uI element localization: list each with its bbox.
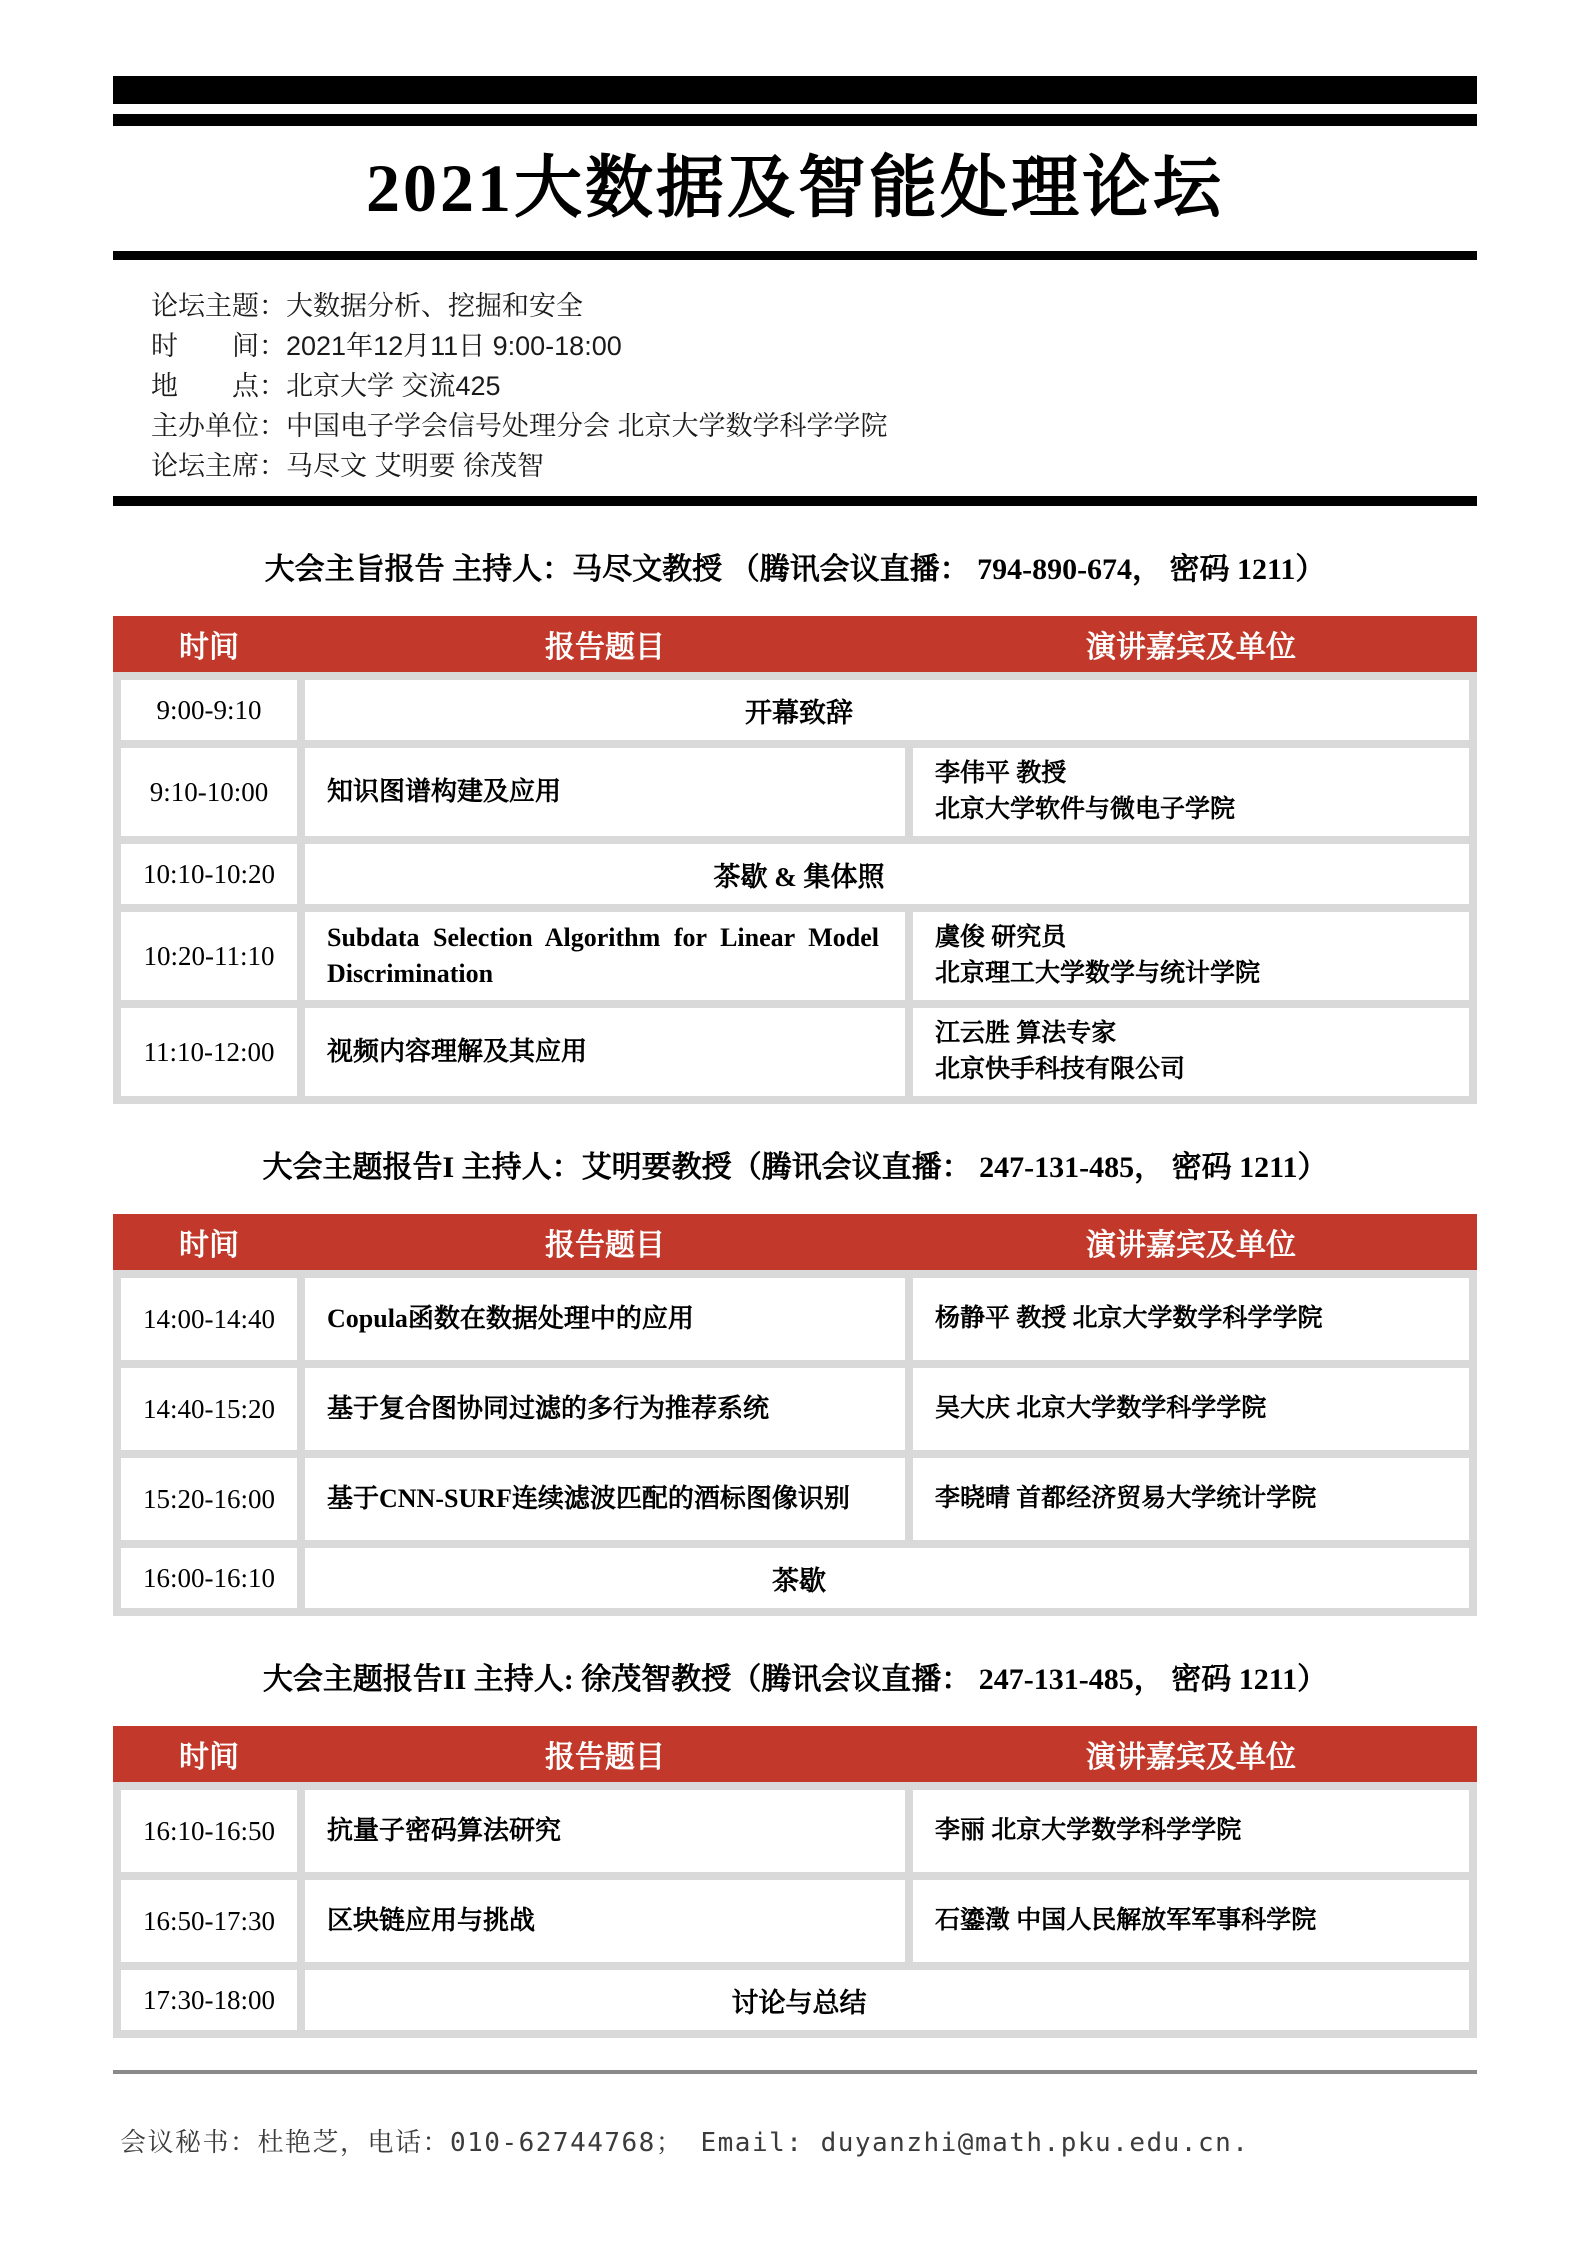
- talk-title-cell: [305, 1008, 905, 1096]
- talk-title-text: Subdata Selection Algorithm for Linear Model Discrimination: [327, 923, 879, 988]
- speaker-name-line: 李伟平 教授: [935, 760, 1067, 787]
- time-cell: 9:00-9:10: [121, 680, 297, 740]
- session-span-cell: 茶歇 & 集体照: [305, 844, 1469, 904]
- time-cell: 15:20-16:00: [121, 1458, 297, 1540]
- info-line: 时 间：2021年12月11日 9:00-18:00: [151, 331, 622, 361]
- page-title: 2021大数据及智能处理论坛: [365, 150, 1224, 226]
- time-cell: 10:10-10:20: [121, 844, 297, 904]
- time-cell: 16:00-16:10: [121, 1548, 297, 1608]
- schedule-table: [113, 1726, 1477, 2038]
- time-cell: 9:10-10:00: [121, 748, 297, 836]
- speaker-org-line: 北京理工大学数学与统计学院: [935, 960, 1261, 987]
- time-cell: 10:20-11:10: [121, 912, 297, 1000]
- table-body: [113, 1270, 1477, 1616]
- info-line: 论坛主席：马尽文 艾明要 徐茂智: [151, 451, 545, 481]
- talk-title-cell: [305, 1790, 905, 1872]
- speaker-cell: 李晓晴 首都经济贸易大学统计学院: [913, 1458, 1469, 1540]
- footer-contact: 会议秘书：杜艳芝，电话：010-62744768； Email: duyanzhi@math.pku.edu.cn.: [120, 2128, 1250, 2158]
- section-heading: 大会主题报告II 主持人: 徐茂智教授（腾讯会议直播： 247-131-485， 密码 1211）: [262, 1663, 1328, 1696]
- column-header: 时间: [179, 631, 239, 664]
- schedule-table: [113, 616, 1477, 1104]
- column-header: 报告题目: [545, 631, 665, 664]
- speaker-org-line: 北京快手科技有限公司: [935, 1056, 1186, 1083]
- schedule-sections: [113, 550, 1477, 2038]
- talk-title-cell: [305, 1368, 905, 1450]
- speaker-cell: 李丽 北京大学数学科学学院: [913, 1790, 1469, 1872]
- talk-title-text: 基于CNN-SURF连续滤波匹配的酒标图像识别: [327, 1484, 850, 1513]
- time-cell: 14:00-14:40: [121, 1278, 297, 1360]
- talk-title-text: 视频内容理解及其应用: [327, 1037, 588, 1066]
- session-span-cell: 讨论与总结: [305, 1970, 1469, 2030]
- talk-title-text: Copula函数在数据处理中的应用: [327, 1304, 694, 1333]
- time-cell: 11:10-12:00: [121, 1008, 297, 1096]
- info-line: 主办单位：中国电子学会信号处理分会 北京大学数学科学学院: [151, 411, 888, 441]
- speaker-lines: [935, 756, 1235, 828]
- session-span-cell: 茶歇: [305, 1548, 1469, 1608]
- speaker-cell: 杨静平 教授 北京大学数学科学学院: [913, 1278, 1469, 1360]
- column-header: 演讲嘉宾及单位: [1086, 1229, 1296, 1262]
- table-header-row: [113, 1726, 1477, 1782]
- speaker-name-line: 江云胜 算法专家: [935, 1020, 1117, 1047]
- speaker-name-line: 虞俊 研究员: [935, 924, 1067, 951]
- speaker-cell: 石鎏澂 中国人民解放军军事科学院: [913, 1880, 1469, 1962]
- talk-title-cell: [305, 912, 905, 1000]
- speaker-cell: [913, 912, 1469, 1000]
- talk-title-cell: [305, 748, 905, 836]
- forum-info-block: [151, 286, 1477, 486]
- table-body: [113, 1782, 1477, 2038]
- time-cell: 17:30-18:00: [121, 1970, 297, 2030]
- schedule-table: [113, 1214, 1477, 1616]
- info-line: 地 点：北京大学 交流425: [151, 371, 501, 401]
- footer-rule: [113, 2070, 1477, 2074]
- talk-title-text: 基于复合图协同过滤的多行为推荐系统: [327, 1394, 770, 1423]
- session-span-cell: 开幕致辞: [305, 680, 1469, 740]
- table-header-row: [113, 616, 1477, 672]
- time-cell: 16:10-16:50: [121, 1790, 297, 1872]
- talk-title-text: 区块链应用与挑战: [327, 1906, 536, 1935]
- table-header-row: [113, 1214, 1477, 1270]
- top-thin-rule: [113, 114, 1477, 126]
- table-body: [113, 672, 1477, 1104]
- speaker-lines: [935, 920, 1260, 992]
- top-thick-rule: [113, 76, 1477, 104]
- info-line: 论坛主题：大数据分析、挖掘和安全: [151, 291, 583, 321]
- content-column: [113, 0, 1477, 2038]
- column-header: 演讲嘉宾及单位: [1086, 1741, 1296, 1774]
- column-header: 时间: [179, 1741, 239, 1774]
- speaker-cell: 吴大庆 北京大学数学科学学院: [913, 1368, 1469, 1450]
- column-header: 报告题目: [545, 1229, 665, 1262]
- speaker-cell: [913, 748, 1469, 836]
- column-header: 演讲嘉宾及单位: [1086, 631, 1296, 664]
- column-header: 报告题目: [545, 1741, 665, 1774]
- section-heading: 大会主题报告I 主持人：艾明要教授（腾讯会议直播： 247-131-485， 密码 1211）: [262, 1151, 1328, 1184]
- section-heading: 大会主旨报告 主持人：马尽文教授 （腾讯会议直播： 794-890-674， 密码 1211）: [264, 553, 1326, 586]
- speaker-cell: [913, 1008, 1469, 1096]
- time-cell: 16:50-17:30: [121, 1880, 297, 1962]
- title-bottom-rule: [113, 251, 1477, 260]
- speaker-lines: [935, 1016, 1185, 1088]
- talk-title-text: 知识图谱构建及应用: [327, 777, 562, 806]
- column-header: 时间: [179, 1229, 239, 1262]
- talk-title-cell: [305, 1278, 905, 1360]
- talk-title-cell: [305, 1458, 905, 1540]
- info-bottom-rule: [113, 496, 1477, 506]
- talk-title-cell: [305, 1880, 905, 1962]
- time-cell: 14:40-15:20: [121, 1368, 297, 1450]
- talk-title-text: 抗量子密码算法研究: [327, 1816, 562, 1845]
- speaker-org-line: 北京大学软件与微电子学院: [935, 796, 1236, 823]
